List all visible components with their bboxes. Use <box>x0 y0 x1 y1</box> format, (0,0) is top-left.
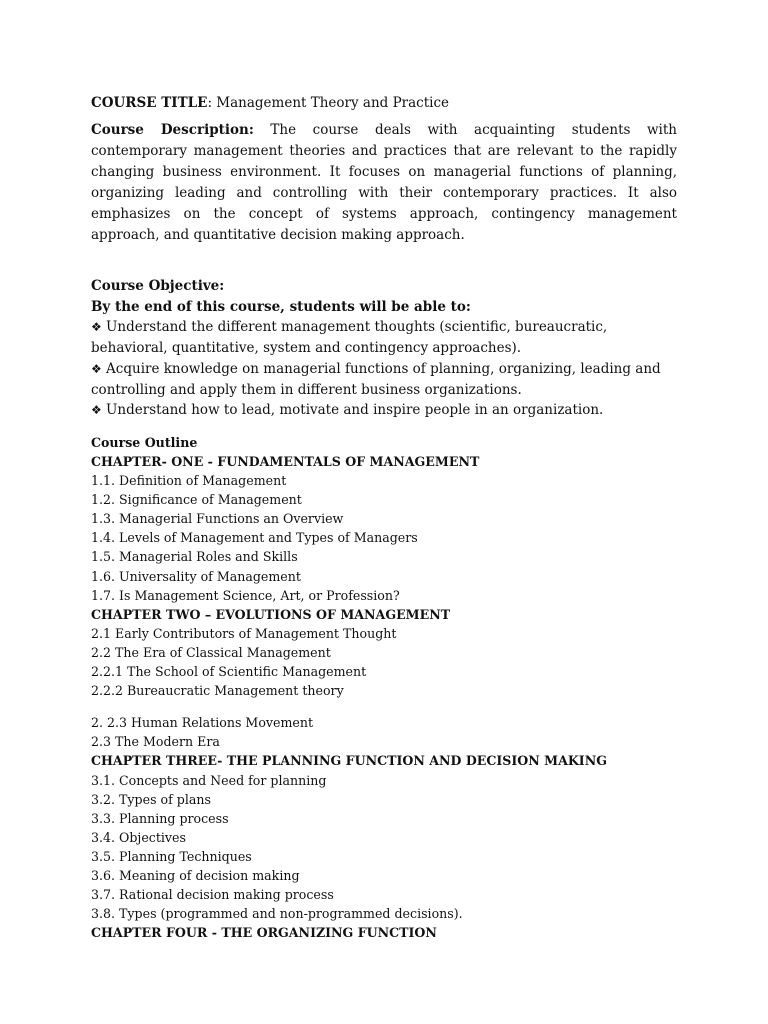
course-title <box>91 94 677 112</box>
diamond-bullet-icon: ❖ <box>91 361 102 376</box>
outline-item: 3.4. Objectives <box>91 829 186 845</box>
chapter-heading: CHAPTER THREE- THE PLANNING FUNCTION AND DECISION MAKING <box>91 753 607 769</box>
diamond-bullet-icon: ❖ <box>91 320 102 335</box>
outline-item: 3.3. Planning process <box>91 810 229 826</box>
course-title-value: : Management Theory and Practice <box>207 95 450 111</box>
objective-item <box>91 400 677 421</box>
course-objective-heading: Course Objective: <box>91 278 225 294</box>
objective-item <box>91 317 677 358</box>
diamond-bullet-icon: ❖ <box>91 403 102 418</box>
outline-item: 1.4. Levels of Management and Types of Managers <box>91 530 418 546</box>
outline-item: 1.1. Definition of Management <box>91 473 287 489</box>
outline-item: 2.2.2 Bureaucratic Management theory <box>91 683 344 699</box>
outline-item: 1.7. Is Management Science, Art, or Profession? <box>91 587 400 603</box>
outline-item: 2.1 Early Contributors of Management Thought <box>91 625 397 641</box>
course-outline-heading: Course Outline <box>91 434 198 450</box>
outline-item: 2.2 The Era of Classical Management <box>91 644 331 660</box>
outline-item: 2.2.1 The School of Scientific Management <box>91 664 367 680</box>
outline-item: 3.6. Meaning of decision making <box>91 867 300 883</box>
objective-item-text: Understand the different management thoughts (scientific, bureaucratic, behavioral, quantitative, system and contingency approaches). <box>91 319 608 357</box>
objective-item-text: Understand how to lead, motivate and inspire people in an organization. <box>101 402 604 419</box>
outline-item: 3.5. Planning Techniques <box>91 848 252 864</box>
outline-item: 2.3 The Modern Era <box>91 734 220 750</box>
outline-item: 2. 2.3 Human Relations Movement <box>91 715 314 731</box>
outline-item: 3.2. Types of plans <box>91 791 211 807</box>
outline-item: 1.5. Managerial Roles and Skills <box>91 549 298 565</box>
outline-item: 1.6. Universality of Management <box>91 568 301 584</box>
outline-list <box>91 452 677 942</box>
outline-item: 3.7. Rational decision making process <box>91 887 334 903</box>
chapter-heading: CHAPTER- ONE - FUNDAMENTALS OF MANAGEMENT <box>91 454 480 470</box>
document-page <box>91 94 677 942</box>
course-description <box>91 120 677 246</box>
chapter-heading: CHAPTER TWO – EVOLUTIONS OF MANAGEMENT <box>91 606 451 622</box>
chapter-heading: CHAPTER FOUR - THE ORGANIZING FUNCTION <box>91 925 437 941</box>
course-outline-section <box>91 433 677 942</box>
outline-item: 3.1. Concepts and Need for planning <box>91 772 327 788</box>
course-title-label: COURSE TITLE <box>91 95 208 111</box>
outline-item: 1.3. Managerial Functions an Overview <box>91 511 344 527</box>
course-objective-section <box>91 276 677 421</box>
outline-item: 3.8. Types (programmed and non-programmed decisions). <box>91 906 463 922</box>
objective-item <box>91 359 677 400</box>
objective-item-text: Acquire knowledge on managerial functions of planning, organizing, leading and controlling and apply them in different business organizations. <box>91 360 661 398</box>
course-objective-intro: By the end of this course, students will be able to: <box>91 298 471 315</box>
objective-list <box>91 317 677 421</box>
outline-item: 1.2. Significance of Management <box>91 492 302 508</box>
course-description-text: The course deals with acquainting students with contemporary management theories and practices that are relevant to the rapidly changing business environment. It focuses on managerial functions of planning, organizing leading and controlling with their contemporary practices. It also emphasizes on the concept of systems approach, contingency management approach, and quantitative decision making approach. <box>91 122 677 243</box>
course-description-label: Course Description: <box>91 122 254 138</box>
